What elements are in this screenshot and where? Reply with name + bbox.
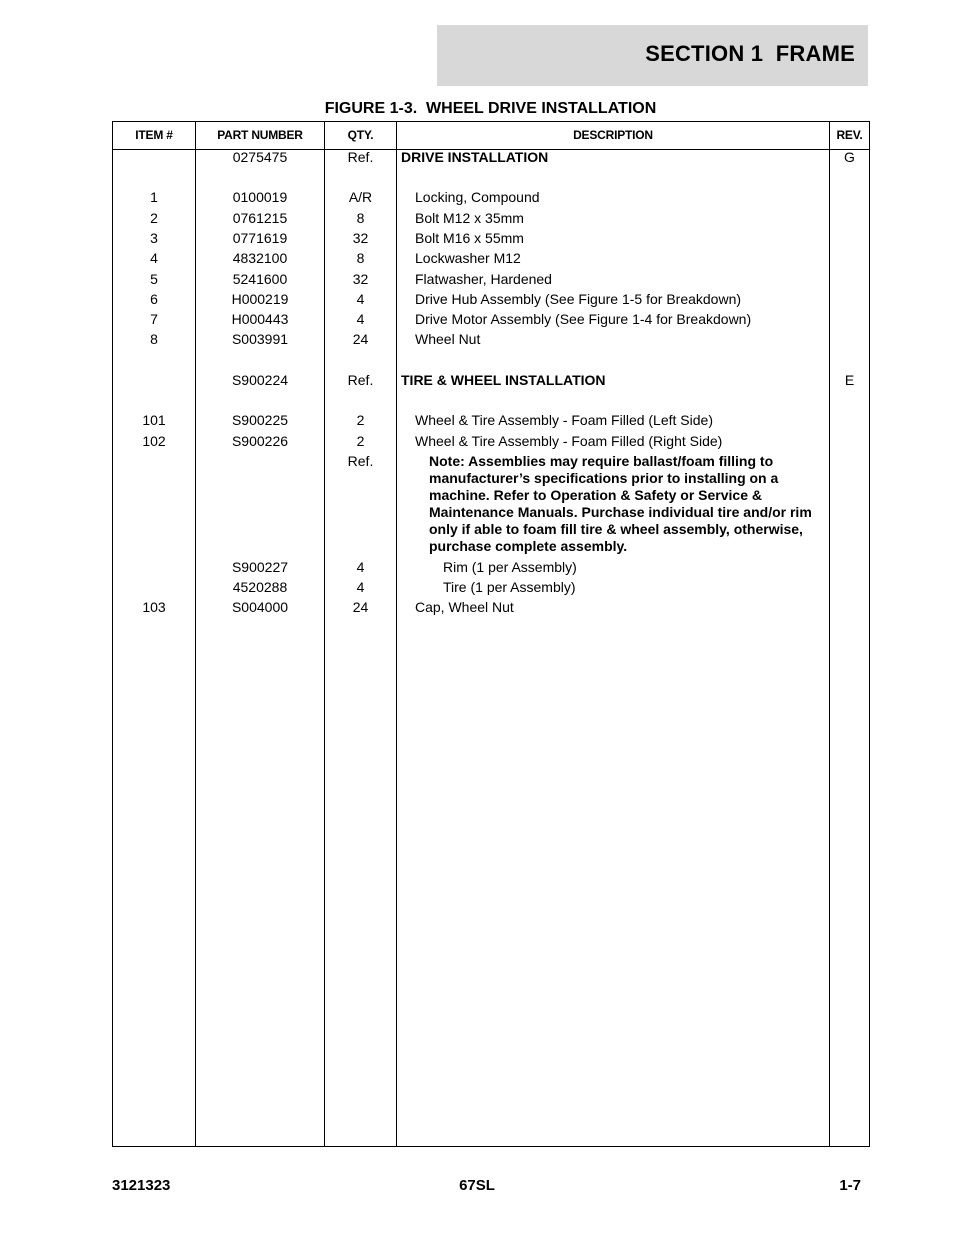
part-number-cell: 0100019 xyxy=(232,189,288,205)
part-number-cell: S004000 xyxy=(231,599,289,615)
qty-cell: 2 xyxy=(356,412,365,428)
qty-cell: Ref. xyxy=(347,149,374,165)
description-cell: Rim (1 per Assembly) xyxy=(443,559,577,575)
item-cell: 1 xyxy=(150,189,158,205)
description-cell: Wheel & Tire Assembly - Foam Filled (Left Side) xyxy=(415,412,713,428)
description-cell: Locking, Compound xyxy=(415,189,540,205)
part-number-cell: 0275475 xyxy=(232,149,288,165)
item-cell: 4 xyxy=(150,250,158,266)
description-cell: DRIVE INSTALLATION xyxy=(401,149,549,165)
description-cell: Drive Hub Assembly (See Figure 1-5 for Breakdown) xyxy=(415,291,742,307)
rev-cell: E xyxy=(844,372,855,388)
qty-cell: Ref. xyxy=(347,372,374,388)
qty-cell: 2 xyxy=(356,433,365,449)
item-cell: 5 xyxy=(150,271,158,287)
qty-cell: Ref. xyxy=(347,453,374,469)
part-number-cell: H000219 xyxy=(231,291,289,307)
part-number-cell: H000443 xyxy=(231,311,289,327)
item-cell: 3 xyxy=(150,230,158,246)
footer-page-number: 1-7 xyxy=(839,1177,861,1194)
header-qty: QTY. xyxy=(347,128,374,142)
qty-cell: 8 xyxy=(356,210,365,226)
header-rev: REV. xyxy=(836,128,863,142)
header-part-number: PART NUMBER xyxy=(217,128,303,142)
qty-cell: 4 xyxy=(356,579,365,595)
item-cell: 7 xyxy=(150,311,158,327)
column-divider xyxy=(396,122,397,1146)
part-number-cell: S900224 xyxy=(231,372,289,388)
part-number-cell: 4832100 xyxy=(232,250,288,266)
description-cell: Lockwasher M12 xyxy=(415,250,521,266)
description-cell: Bolt M12 x 35mm xyxy=(415,210,524,226)
qty-cell: 32 xyxy=(352,271,369,287)
header-description: DESCRIPTION xyxy=(573,128,653,142)
description-cell: Drive Motor Assembly (See Figure 1-4 for Breakdown) xyxy=(415,311,752,327)
section-title: SECTION 1 FRAME xyxy=(645,41,855,66)
qty-cell: 4 xyxy=(356,291,365,307)
part-number-cell: 0771619 xyxy=(232,230,288,246)
part-number-cell: S900225 xyxy=(231,412,289,428)
description-cell: TIRE & WHEEL INSTALLATION xyxy=(401,372,606,388)
note-text: Note: Assemblies may require ballast/foam filling to manufacturer’s specifications prior to installing on a machine. Refer to Operation & Safety or Service & Maintenance Manuals. Purchase individual tire and/or rim only if able to foam fill tire & wheel assembly, otherwise, purchase complete assembly. xyxy=(429,453,812,554)
description-cell: Wheel & Tire Assembly - Foam Filled (Right Side) xyxy=(415,433,723,449)
part-number-cell: 4520288 xyxy=(232,579,288,595)
description-cell: Bolt M16 x 55mm xyxy=(415,230,524,246)
qty-cell: 4 xyxy=(356,559,365,575)
section-banner xyxy=(437,25,868,86)
footer-model: 67SL xyxy=(459,1177,495,1194)
part-number-cell: S003991 xyxy=(231,331,289,347)
part-number-cell: 0761215 xyxy=(232,210,288,226)
qty-cell: 24 xyxy=(352,599,369,615)
qty-cell: 4 xyxy=(356,311,365,327)
qty-cell: 8 xyxy=(356,250,365,266)
part-number-cell: 5241600 xyxy=(232,271,288,287)
qty-cell: A/R xyxy=(348,189,373,205)
header-item: ITEM # xyxy=(135,128,173,142)
item-cell: 101 xyxy=(142,412,166,428)
item-cell: 103 xyxy=(142,599,166,615)
qty-cell: 32 xyxy=(352,230,369,246)
figure-title: FIGURE 1-3. WHEEL DRIVE INSTALLATION xyxy=(324,100,657,117)
description-cell: Cap, Wheel Nut xyxy=(415,599,514,615)
description-cell: Flatwasher, Hardened xyxy=(415,271,552,287)
item-cell: 6 xyxy=(150,291,158,307)
description-cell: Tire (1 per Assembly) xyxy=(443,579,576,595)
part-number-cell: S900226 xyxy=(231,433,289,449)
footer-doc-number: 3121323 xyxy=(112,1177,171,1194)
item-cell: 2 xyxy=(150,210,158,226)
item-cell: 102 xyxy=(142,433,166,449)
part-number-cell: S900227 xyxy=(231,559,289,575)
parts-table xyxy=(112,121,870,1147)
qty-cell: 24 xyxy=(352,331,369,347)
description-cell: Wheel Nut xyxy=(415,331,481,347)
item-cell: 8 xyxy=(150,331,158,347)
rev-cell: G xyxy=(844,149,855,165)
